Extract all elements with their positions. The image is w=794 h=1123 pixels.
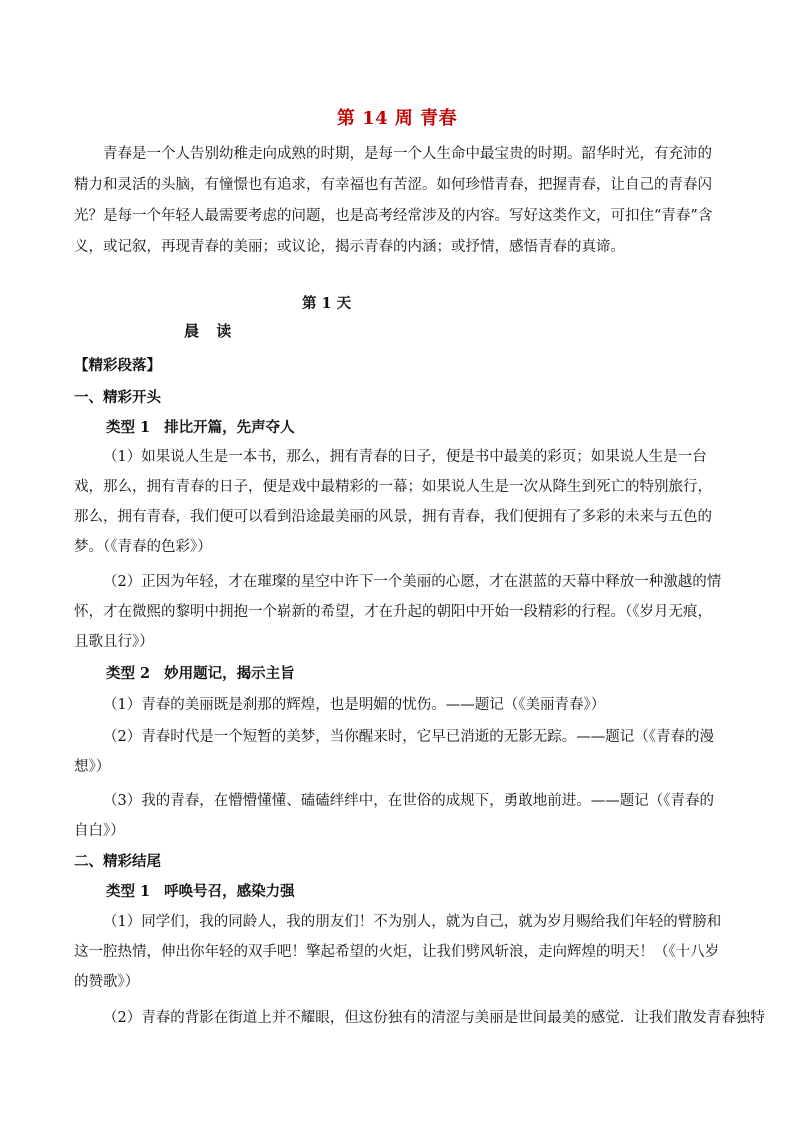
type-label: 类型 1 bbox=[106, 883, 151, 900]
part1-type2-heading bbox=[106, 662, 295, 683]
day-label: 第 1 天 bbox=[302, 295, 352, 312]
section-heading: 【精彩段落】 bbox=[74, 357, 161, 374]
intro-paragraph: 青春是一个人告别幼稚走向成熟的时期，是每一个人生命中最宝贵的时期。韶华时光，有充沛的精力和灵活的头脑，有憧憬也有追求，有幸福也有苦涩。如何珍惜青春，把握青春，让自己的青春闪光？是每一个年轻人最需要考虑的问题，也是高考经常涉及的内容。写好这类作文，可扣住“青春”含义，或记叙，再现青春的美丽；或议论，揭示青春的内涵；或抒情，感悟青春的真谛。 bbox=[74, 146, 713, 255]
paragraph: （3）我的青春，在懵懵懂懂、磕磕绊绊中，在世俗的成规下，勇敢地前进。——题记（《青春的自白》） bbox=[74, 793, 714, 839]
paragraph: （2）正因为年轻，才在璀璨的星空中许下一个美丽的心愿，才在湛蓝的天幕中释放一种激越的情怀，才在微熙的黎明中拥抱一个崭新的希望，才在升起的朝阳中开始一段精彩的行程。（《岁月无痕，且歌且行》） bbox=[74, 574, 722, 650]
type-label: 类型 1 bbox=[106, 419, 151, 436]
type-title: 妙用题记，揭示主旨 bbox=[164, 665, 295, 682]
type-label: 类型 2 bbox=[106, 665, 151, 682]
paragraph: （1）青春的美丽既是刹那的辉煌，也是明媚的忧伤。——题记（《美丽青春》） bbox=[103, 697, 606, 713]
morning-reading-label: 晨 读 bbox=[184, 322, 232, 340]
part1-heading: 一、精彩开头 bbox=[74, 389, 161, 406]
paragraph: （1）如果说人生是一本书，那么，拥有青春的日子，便是书中最美的彩页；如果说人生是一台戏，那么，拥有青春的日子，便是戏中最精彩的一幕；如果说人生是一次从降生到死亡的特别旅行，那么，拥有青春，我们便可以看到沿途最美丽的风景，拥有青春，我们便拥有了多彩的未来与五色的梦。（《青春的色彩》） bbox=[74, 449, 712, 555]
paragraph: （2）青春的背影在街道上并不耀眼，但这份独有的清涩与美丽是世间最美的感觉．让我们散发青春独特 bbox=[103, 1010, 765, 1026]
paragraph: （1）同学们，我的同龄人，我的朋友们！不为别人，就为自己，就为岁月赐给我们年轻的臂膀和这一腔热情，伸出你年轻的双手吧！擎起希望的火炬，让我们劈风斩浪，走向辉煌的明天！（《十八岁的赞歌》） bbox=[74, 914, 722, 990]
type-title: 排比开篇，先声夺人 bbox=[164, 419, 295, 436]
part1-type1-heading bbox=[106, 416, 295, 437]
type-title: 呼唤号召，感染力强 bbox=[164, 883, 295, 900]
page-title: 第 14 周 青春 bbox=[336, 108, 458, 129]
part2-heading: 二、精彩结尾 bbox=[74, 853, 161, 870]
part2-type1-heading bbox=[106, 880, 295, 901]
paragraph: （2）青春时代是一个短暂的美梦，当你醒来时，它早已消逝的无影无踪。——题记（《青春的漫想》） bbox=[74, 729, 714, 775]
